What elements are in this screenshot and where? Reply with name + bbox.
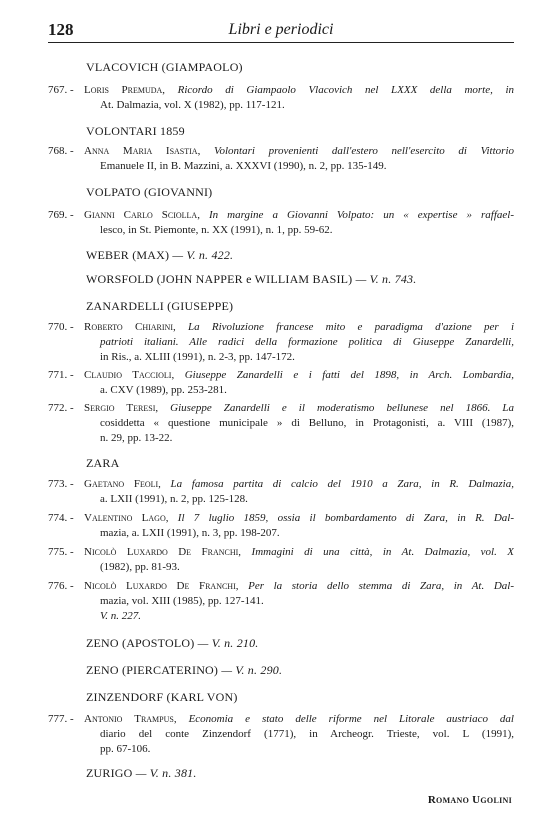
entry-text: a. LXII (1991), n. 2, pp. 125-128. (100, 493, 248, 505)
heading-volpato: VOLPATO (GIOVANNI) (86, 185, 213, 199)
entry-text: Economia e stato delle riforme nel Litorale austriaco dal (188, 713, 514, 725)
entry-text: Immagini di una città, in At. Dalmazia, vol. X (251, 546, 514, 558)
entry-see-also: V. n. 227. (100, 610, 142, 622)
entry-number: 772. - (48, 402, 74, 414)
entry-author: Anna Maria Isastia, (84, 145, 201, 157)
heading-zeno-apostolo (86, 636, 259, 651)
entry-text: (1982), pp. 81-93. (100, 561, 180, 573)
heading-volontari: VOLONTARI 1859 (86, 124, 185, 138)
entry-text: Emanuele II, in B. Mazzini, a. XXXVI (1990), n. 2, pp. 135-149. (100, 160, 387, 172)
entry-text: Per la storia dello stemma di Zara, in At. Dal- (248, 580, 514, 592)
entry-text: Ricordo di Giampaolo Vlacovich nel LXXX della morte, in (177, 84, 514, 96)
heading-zeno-piercaterino-name: ZENO (PIERCATERINO) (86, 663, 219, 677)
heading-zurigo-ref: — V. n. 381. (135, 766, 197, 780)
entry-number: 769. - (48, 209, 74, 221)
entry-author: Gianni Carlo Sciolla, (84, 209, 200, 221)
entry-author: Loris Premuda, (84, 84, 166, 96)
entry-text: Giuseppe Zanardelli e il moderatismo bellunese nel 1866. La (170, 402, 514, 414)
heading-zanardelli: ZANARDELLI (GIUSEPPE) (86, 299, 234, 313)
entry-author: Sergio Teresi, (84, 402, 159, 414)
heading-weber-ref: — V. n. 422. (172, 248, 234, 262)
entry-number: 774. - (48, 512, 74, 524)
running-title: Libri e periodici (228, 21, 334, 38)
entry-number: 776. - (48, 580, 74, 592)
entry-number: 773. - (48, 478, 74, 490)
entry-text: patrioti italiani. Alle radici della formazione politica di Giuseppe Zanardelli, (100, 336, 514, 348)
heading-weber (86, 248, 233, 263)
entry-text: Il 7 luglio 1859, ossia il bombardamento di Zara, in R. Dal- (177, 512, 514, 524)
heading-zeno-apostolo-ref: — V. n. 210. (197, 636, 259, 650)
heading-weber-name: WEBER (MAX) (86, 248, 170, 262)
entry-text: La famosa partita di calcio del 1910 a Zara, in R. Dalmazia, (170, 478, 514, 490)
entry-author: Claudio Taccioli, (84, 369, 175, 381)
entry-text: Giuseppe Zanardelli e i fatti del 1898, in Arch. Lombardia, (184, 369, 514, 381)
entry-number: 775. - (48, 546, 74, 558)
entry-text: in Ris., a. XLIII (1991), n. 2-3, pp. 147-172. (100, 351, 295, 363)
entry-number: 771. - (48, 369, 74, 381)
entry-text: Volontari provenienti dall'estero nell'esercito di Vittorio (213, 145, 514, 157)
entry-author: Valentino Lago, (84, 512, 169, 524)
heading-worsfold-ref: — V. n. 743. (355, 272, 417, 286)
entry-text: pp. 67-106. (100, 743, 151, 755)
heading-zeno-apostolo-name: ZENO (APOSTOLO) (86, 636, 195, 650)
heading-zurigo-name: ZURIGO (86, 766, 133, 780)
entry-author: Nicolò Luxardo De Franchi, (84, 546, 242, 558)
entry-text: a. CXV (1989), pp. 253-281. (100, 384, 227, 396)
heading-zeno-piercaterino-ref: — V. n. 290. (221, 663, 283, 677)
heading-zinzendorf: ZINZENDORF (KARL VON) (86, 690, 238, 704)
entry-author: Antonio Trampus, (84, 713, 177, 725)
entry-number: 770. - (48, 321, 74, 333)
entry-author: Gaetano Feoli, (84, 478, 161, 490)
entry-text: diario del conte Zinzendorf (1771), in Archeogr. Trieste, vol. L (1991), (100, 728, 514, 740)
heading-worsfold-name: WORSFOLD (JOHN NAPPER e WILLIAM BASIL) (86, 272, 353, 286)
heading-worsfold (86, 272, 416, 287)
heading-vlacovich: VLACOVICH (GIAMPAOLO) (86, 60, 243, 74)
heading-zeno-piercaterino (86, 663, 282, 678)
entry-text: In margine a Giovanni Volpato: un « expertise » raffael- (208, 209, 514, 221)
page-header (48, 20, 514, 43)
entry-author: Nicolò Luxardo De Franchi, (84, 580, 239, 592)
signature: Romano Ugolini (427, 794, 512, 806)
heading-zurigo (86, 766, 197, 781)
heading-zara: ZARA (86, 456, 120, 470)
entry-text: La Rivoluzione francese mito e paradigma d'azione per i (188, 321, 514, 333)
entry-text: mazia, a. LXII (1991), n. 3, pp. 198-207. (100, 527, 280, 539)
entry-text: mazia, vol. XIII (1985), pp. 127-141. (100, 595, 264, 607)
page-number: 128 (48, 20, 74, 39)
entry-author: Roberto Chiarini, (84, 321, 176, 333)
entry-number: 767. - (48, 84, 74, 96)
entry-number: 768. - (48, 145, 74, 157)
entry-text: n. 29, pp. 13-22. (100, 432, 173, 444)
entry-text: lesco, in St. Piemonte, n. XX (1991), n. 1, pp. 59-62. (100, 224, 333, 236)
entry-number: 777. - (48, 713, 74, 725)
entry-text: At. Dalmazia, vol. X (1982), pp. 117-121. (100, 99, 285, 111)
entry-text: cosiddetta « questione municipale » di Belluno, in Protagonisti, a. VIII (1987), (100, 417, 514, 429)
